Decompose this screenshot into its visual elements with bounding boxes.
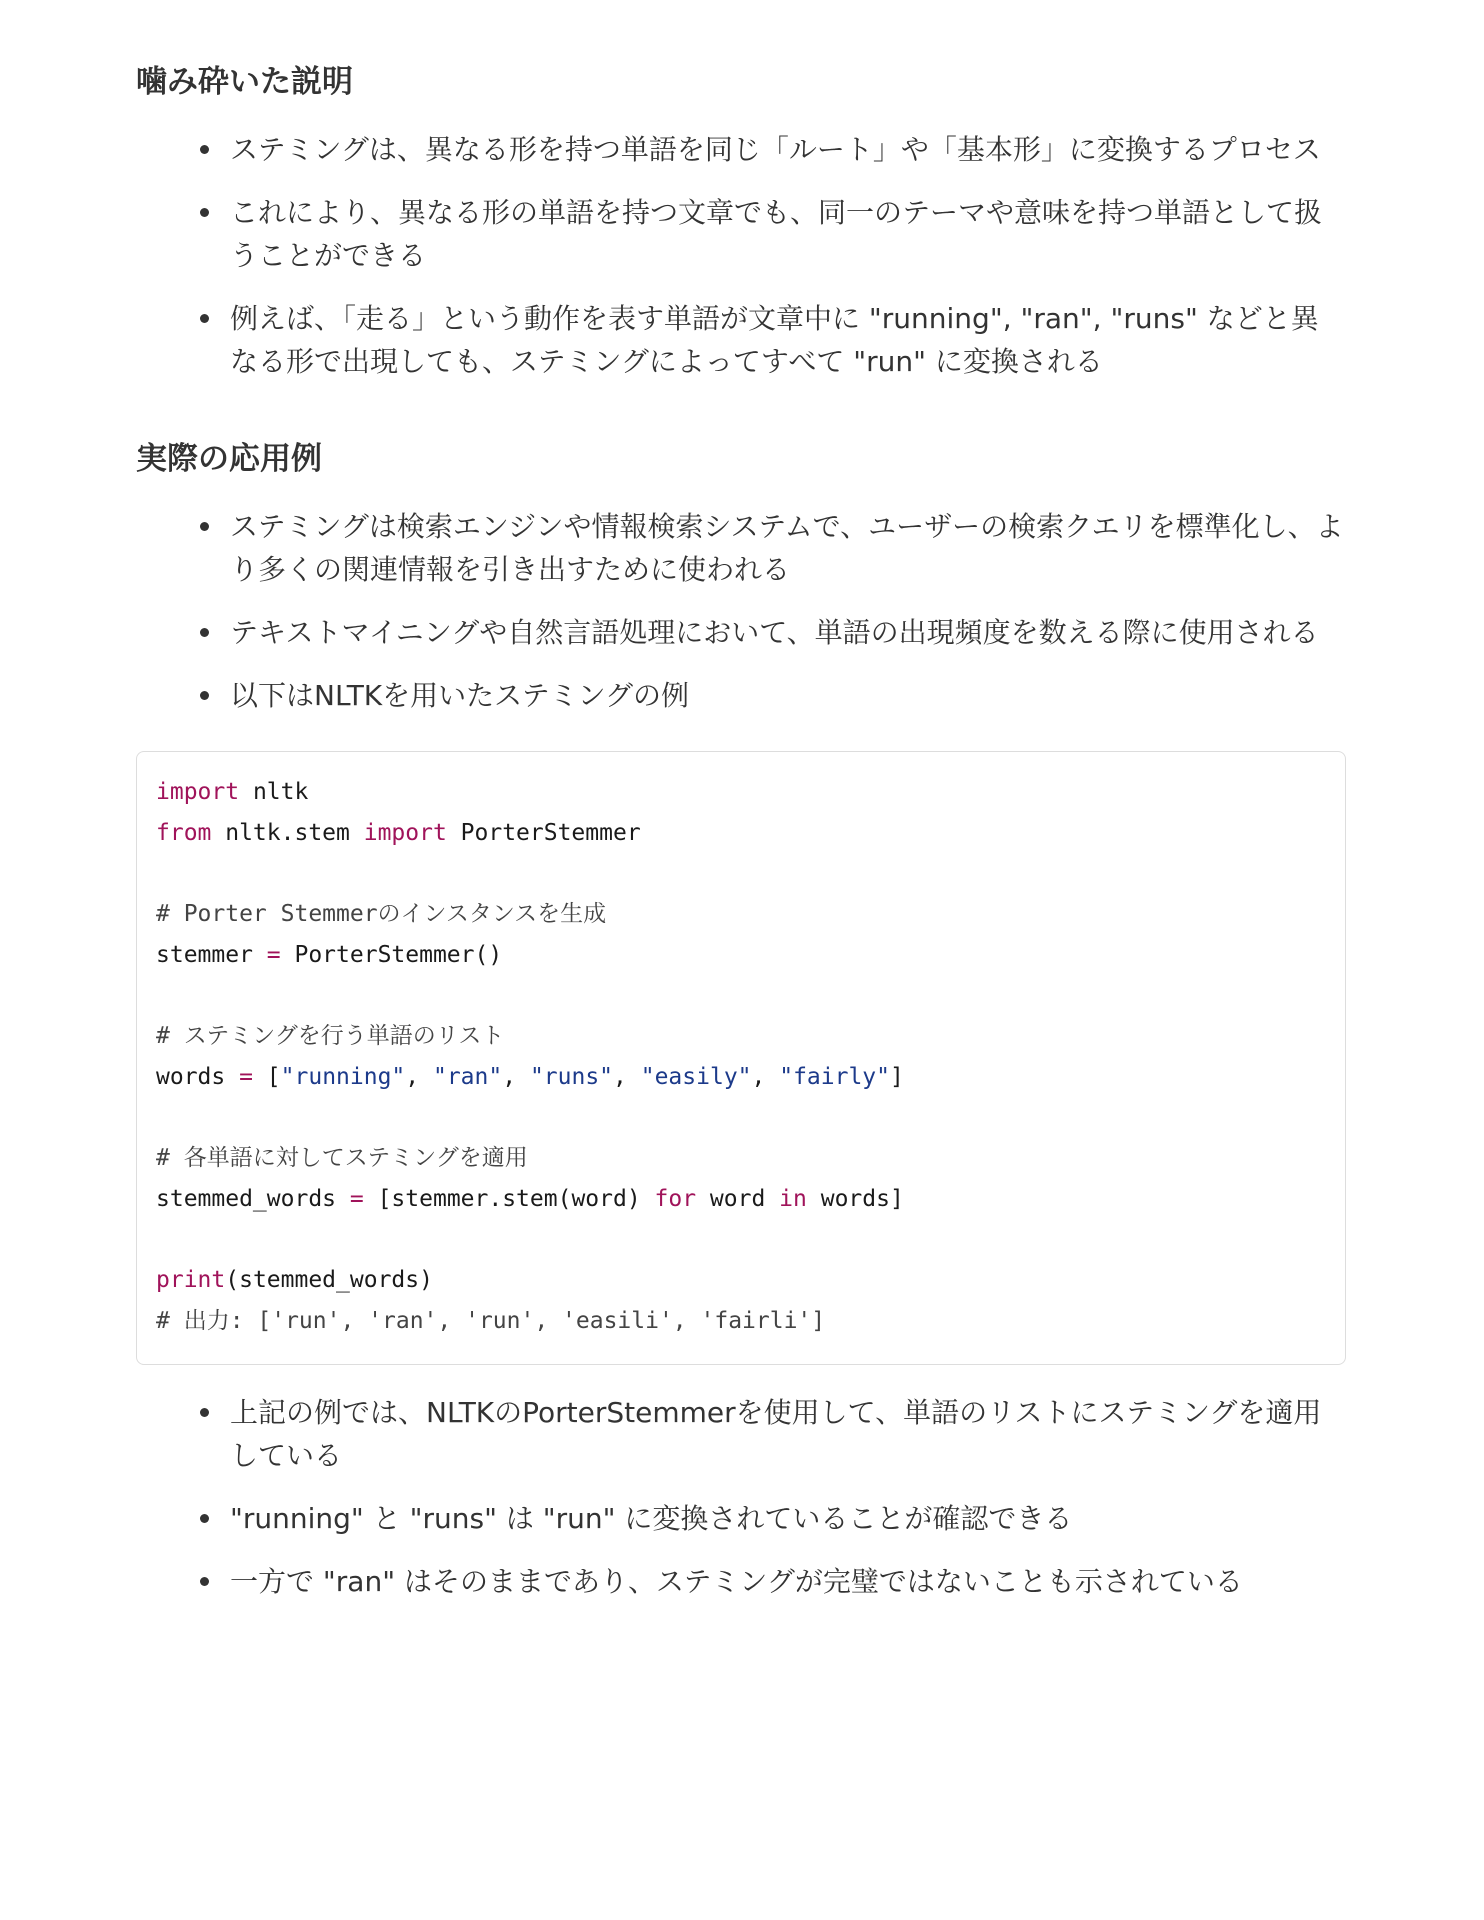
code-comment: # ステミングを行う単語のリスト — [156, 1023, 505, 1049]
code-line — [156, 1179, 1327, 1220]
code-text: stemmed_words — [156, 1186, 350, 1212]
code-keyword: import — [156, 779, 240, 805]
list-item: ステミングは、異なる形を持つ単語を同じ「ルート」や「基本形」に変換するプロセス — [200, 128, 1346, 171]
list-item: テキストマイニングや自然言語処理において、単語の出現頻度を数える際に使用される — [200, 611, 1346, 654]
code-line — [156, 813, 1327, 854]
applications-list — [200, 505, 1346, 717]
code-line — [156, 772, 1327, 813]
code-text: words — [156, 1064, 240, 1090]
section-heading-explanation: 噛み砕いた説明 — [136, 64, 353, 100]
code-line — [156, 1016, 1327, 1057]
section-heading-applications: 実際の応用例 — [136, 441, 322, 477]
document-body — [136, 60, 1346, 1603]
code-text: nltk — [239, 779, 309, 805]
code-line — [156, 1260, 1327, 1301]
code-operator: = — [239, 1064, 253, 1090]
code-operator: = — [266, 942, 281, 968]
code-string: "running" — [280, 1064, 406, 1090]
code-keyword: print — [156, 1267, 226, 1293]
code-string: "ran" — [432, 1064, 503, 1090]
list-item: "running" と "runs" は "run" に変換されていることが確認できる — [200, 1497, 1346, 1540]
code-text: [ — [252, 1064, 281, 1090]
code-text: , — [613, 1064, 641, 1090]
list-item: これにより、異なる形の単語を持つ文章でも、同一のテーマや意味を持つ単語として扱うことができる — [200, 191, 1346, 277]
code-operator: = — [349, 1186, 364, 1212]
code-text: word — [696, 1186, 780, 1212]
list-item: 以下はNLTKを用いたステミングの例 — [200, 674, 1346, 717]
code-keyword: for — [654, 1186, 697, 1212]
explanation-list — [200, 128, 1346, 383]
code-text: (stemmed_words) — [225, 1267, 433, 1293]
code-line — [156, 1301, 1327, 1342]
code-string: "runs" — [529, 1064, 614, 1090]
code-comment: # 各単語に対してステミングを適用 — [156, 1145, 528, 1171]
list-item: 例えば、「走る」という動作を表す単語が文章中に "running", "ran", "runs" などと異なる形で出現しても、ステミングによってすべて "run" に変換される — [200, 297, 1346, 383]
code-text: PorterStemmer — [446, 820, 641, 846]
code-keyword: from — [156, 820, 212, 846]
code-text: [stemmer.stem(word) — [363, 1186, 655, 1212]
code-text: , — [405, 1064, 433, 1090]
code-text: nltk.stem — [211, 820, 364, 846]
list-item: 一方で "ran" はそのままであり、ステミングが完璧ではないことも示されている — [200, 1560, 1346, 1603]
code-blank-line — [156, 1098, 1327, 1138]
code-comment: # 出力: ['run', 'ran', 'run', 'easili', 'fairli'] — [156, 1308, 826, 1334]
summary-list — [200, 1391, 1346, 1603]
code-line — [156, 1057, 1327, 1098]
code-string: "easily" — [640, 1064, 752, 1090]
code-string: "fairly" — [779, 1064, 890, 1090]
code-keyword: in — [779, 1186, 807, 1212]
code-text: stemmer — [156, 942, 267, 968]
code-blank-line — [156, 1220, 1327, 1260]
code-line — [156, 935, 1327, 976]
code-comment: # Porter Stemmerのインスタンスを生成 — [156, 901, 607, 927]
list-item: ステミングは検索エンジンや情報検索システムで、ユーザーの検索クエリを標準化し、より多くの関連情報を引き出すために使われる — [200, 505, 1346, 591]
code-text: , — [502, 1064, 530, 1090]
code-text: ] — [890, 1064, 904, 1090]
code-blank-line — [156, 976, 1327, 1016]
code-text: words] — [806, 1186, 904, 1212]
code-block[interactable] — [136, 751, 1346, 1365]
code-keyword: import — [363, 820, 447, 846]
code-text: , — [751, 1064, 780, 1090]
code-blank-line — [156, 854, 1327, 894]
code-line — [156, 894, 1327, 935]
code-line — [156, 1138, 1327, 1179]
code-text: PorterStemmer() — [280, 942, 503, 968]
list-item: 上記の例では、NLTKのPorterStemmerを使用して、単語のリストにステミングを適用している — [200, 1391, 1346, 1477]
